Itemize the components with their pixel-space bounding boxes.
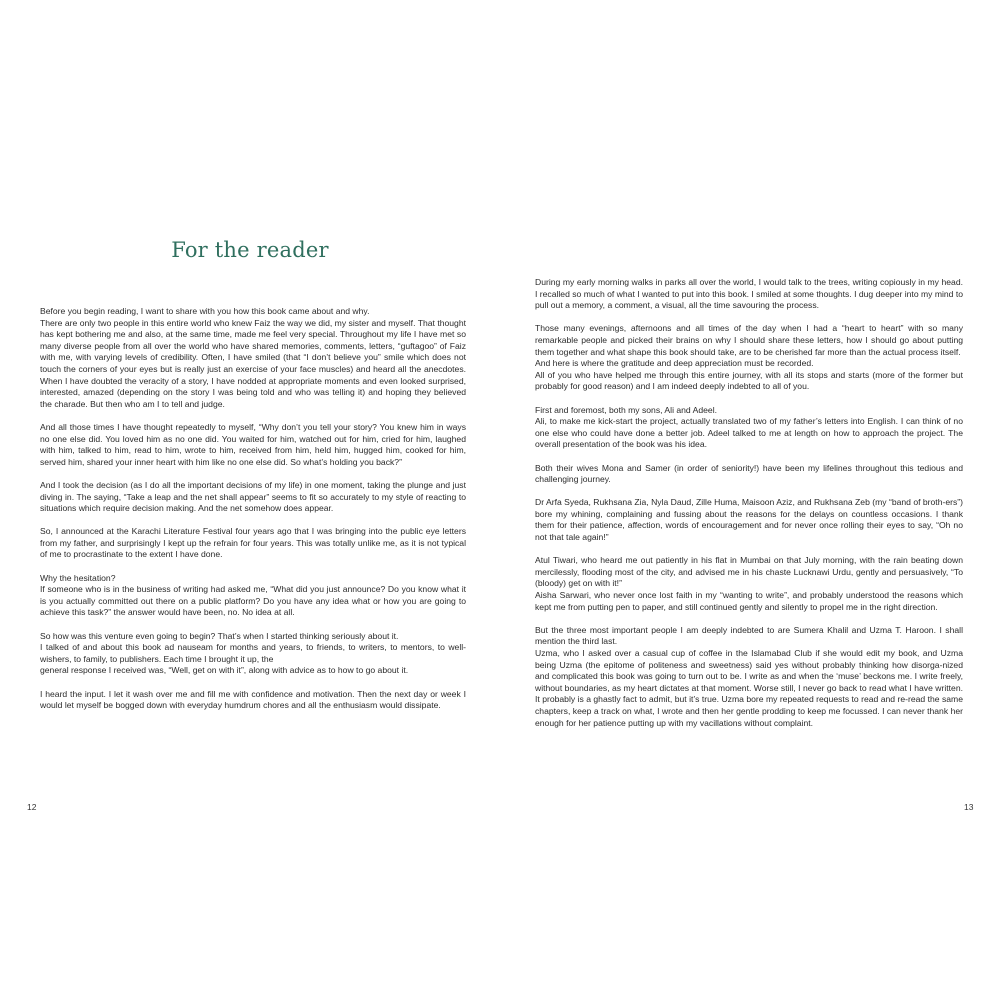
paragraph: [40, 526, 466, 561]
paragraph: [40, 631, 466, 677]
chapter-title: For the reader: [171, 238, 329, 262]
text-line: Those many evenings, afternoons and all times of the day when I had a “heart to heart” with so many remarkable people and picked their brains on why I should share these letters, how I should go about putting them together and what shape this book should take, are to be cherished far more than the actual process itself.: [535, 323, 963, 357]
text-line: Dr Arfa Syeda, Rukhsana Zia, Nyla Daud, Zille Huma, Maisoon Aziz, and Rukhsana Zeb (my “band of broth-ers”) bore my whining, complaining and fussing about the reasons for the delays on countless occasions. I thank them for their patience, affection, words of encouragement and for never once rolling their eyes to say, “Oh no not that tale again!”: [535, 497, 963, 543]
text-line: And here is where the gratitude and deep appreciation must be recorded.: [535, 358, 814, 369]
right-page: [500, 0, 1000, 1000]
text-line: So how was this venture even going to begin? That’s when I started thinking seriously about it.: [40, 630, 399, 641]
text-line: And all those times I have thought repeatedly to myself, “Why don’t you tell your story? You knew him in ways no one else did. You loved him as no one did. You waited for him, watched out for him, cried for him, laughed with him, talked to him, read to him, wrote to him, received from him, held him, hugged him, cooked for him, served him, shared your inner heart with him like no one else did. So what’s holding you back?”: [40, 421, 466, 467]
paragraph: [40, 689, 466, 712]
text-line: Both their wives Mona and Samer (in order of seniority!) have been my lifelines throughout this tedious and challenging journey.: [535, 462, 963, 485]
paragraph: [535, 625, 963, 729]
text-line: I talked of and about this book ad nauseam for months and years, to friends, to writers, to mentors, to well-wishers, to family, to publishers. Each time I brought it up, the: [40, 642, 466, 664]
text-line: During my early morning walks in parks all over the world, I would talk to the trees, writing copiously in my head. I recalled so much of what I wanted to put into this book. I smiled at some thoughts. I dug deeper into my mind to pull out a memory, a comment, a visual, all the time savouring the process.: [535, 277, 964, 311]
text-line: All of you who have helped me through this entire journey, with all its stops and starts (more of the former but probably for good reason) and I am indeed deeply indebted to all of you.: [535, 369, 963, 392]
text-line: So, I announced at the Karachi Literature Festival four years ago that I was bringing into the public eye letters from my father, and surprisingly I kept up the refrain for four years. This was totally unlike me, as it is not typical of me to procrastinate to the extent I have done.: [40, 526, 466, 560]
text-line: Ali, to make me kick-start the project, actually translated two of my father’s letters into English. I can think of no one else who could have done a better job. Adeel talked to me at length on how to approach the project. The overall presentation of the book was his idea.: [535, 416, 963, 450]
paragraph: [40, 422, 466, 468]
page-number-left: 12: [27, 802, 37, 812]
left-page-body: [40, 306, 466, 723]
text-line: And I took the decision (as I do all the important decisions of my life) in one moment, taking the plunge and just diving in. The saying, “Take a leap and the net shall appear” seems to fit so accurately to my style of reacting to situations which require decision making. And the net somehow does appear.: [40, 479, 466, 514]
text-line: Aisha Sarwari, who never once lost faith in my “wanting to write”, and probably understood the reasons which kept me from putting pen to paper, and still continued gently and silently to propel me in the right direction.: [535, 590, 963, 612]
text-line: But the three most important people I am deeply indebted to are Sumera Khalil and Uzma T. Haroon. I shall mention the third last.: [535, 624, 963, 647]
text-line: First and foremost, both my sons, Ali and Adeel.: [535, 404, 717, 415]
paragraph: [535, 497, 963, 543]
text-line: I heard the input. I let it wash over me and fill me with confidence and motivation. Then the next day or week I would let myself be bogged down with everyday humdrum chores and all the enthusiasm would dissipate.: [40, 688, 466, 711]
paragraph: [535, 277, 963, 312]
paragraph: [535, 555, 963, 613]
paragraph: [40, 573, 466, 619]
text-line: Atul Tiwari, who heard me out patiently in his flat in Mumbai on that July morning, with the rain beating down mercilessly, flooding most of the city, and advised me in his chaste Lucknawi Urdu, gently and persuasively, “To (bloody) get on with it!”: [535, 555, 963, 589]
text-line: There are only two people in this entire world who knew Faiz the way we did, my sister and myself. That thought has kept bothering me and also, at the same time, made me feel very special. Throughout my life I have met so many diverse people from all over the world who have shared memories, comments, letters, “guftagoo” of Faiz with me, with varying levels of credibility. Often, I have smiled (that “I don’t believe you” smile which does not touch the corners of your eyes but is really just an exercise of your face muscles) and heard all the anecdotes. When I have doubted the veracity of a story, I have nodded at appropriate moments and even looked surprised, interested, amazed (depending on the story I was being told and who was telling it) and hoping they believed the charade. But then who am I to tell and judge.: [40, 317, 466, 409]
right-page-body: [535, 277, 963, 741]
text-line: Why the hesitation?: [40, 572, 116, 583]
text-line: general response I received was, “Well, get on with it”, along with advice as to how to go about it.: [40, 665, 409, 676]
paragraph: [40, 480, 466, 515]
paragraph: [40, 306, 466, 410]
text-line: Uzma, who I asked over a casual cup of coffee in the Islamabad Club if she would edit my book, and Uzma being Uzma (the epitome of politeness and sweetness) said yes without probably thinking how disorga-nized and complicated this book was going to turn out to be. I write as and when the ‘muse’ beckons me. I write freely, without boundaries, as my heart dictates at that moment. Worse still, I never go back to read what I have written. It probably is a ghastly fact to admit, but it’s true. Uzma bore my repeated requests to read and re-read the same chapters, keep a track on what, I wrote and then her gentle prodding to keep me focussed. I can never thank her enough for her patience putting up with my vacillations without complaint.: [535, 648, 963, 728]
paragraph: [535, 405, 963, 451]
paragraph: [535, 463, 963, 486]
text-line: Before you begin reading, I want to share with you how this book came about and why.: [40, 306, 370, 316]
page-number-right: 13: [964, 802, 974, 812]
paragraph: [535, 323, 963, 393]
text-line: If someone who is in the business of writing had asked me, “What did you just announce? Do you know what it is you actually committed out there on a public platform? Do you have any idea what or how you are going to achieve this task?” the answer would have been, no. No idea at all.: [40, 584, 466, 618]
